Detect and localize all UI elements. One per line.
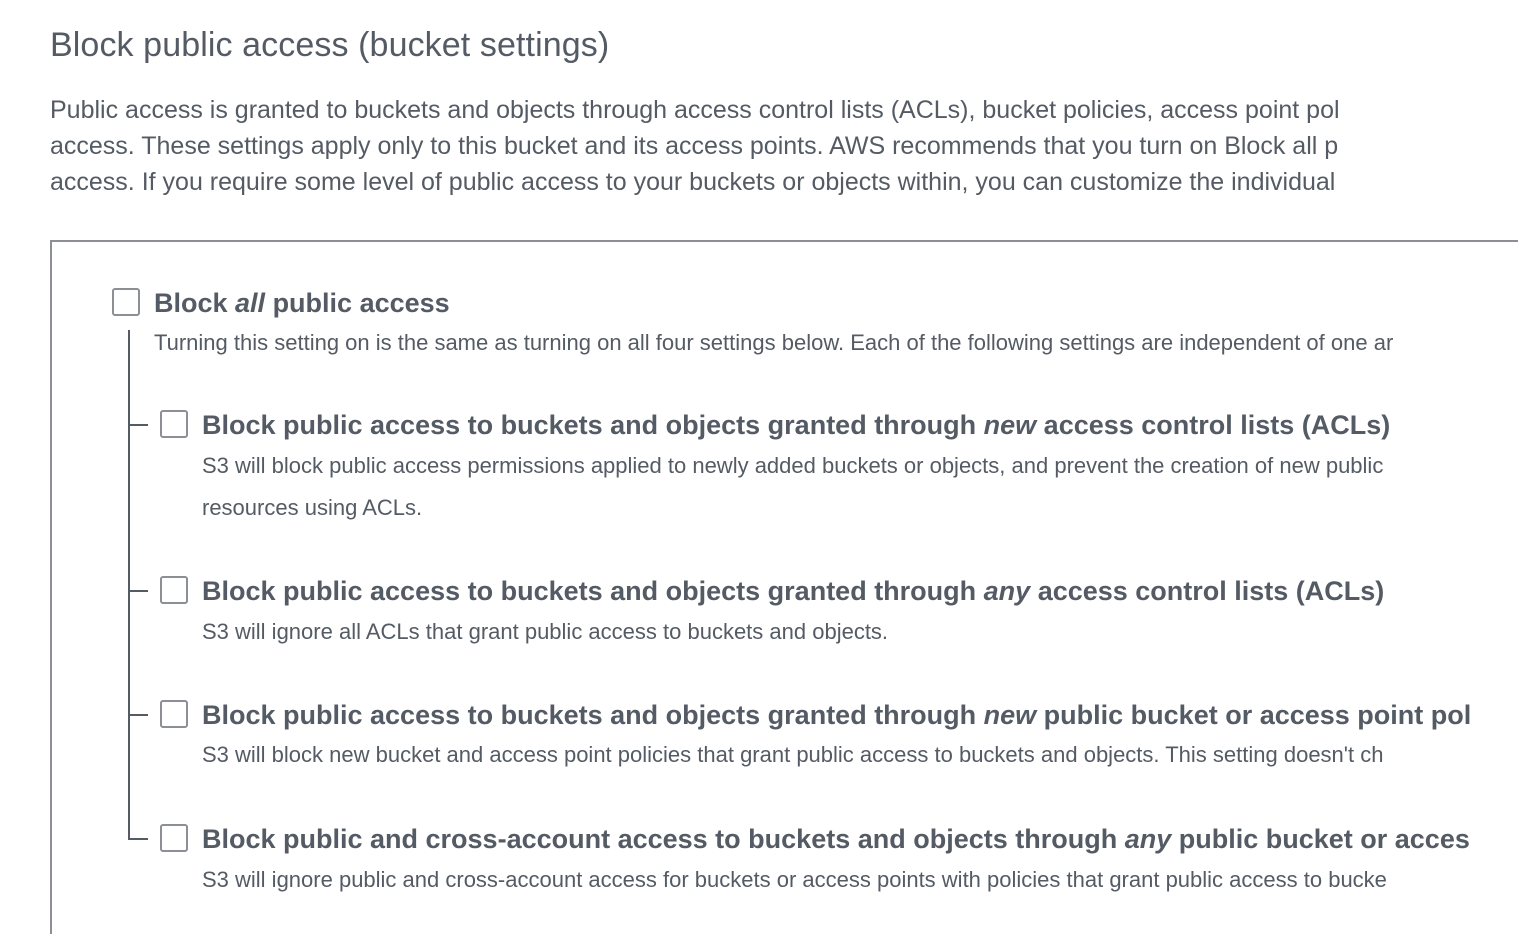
block-all-public-access-checkbox[interactable]: [112, 288, 140, 316]
block-new-policies-description: S3 will block new bucket and access point policies that grant public access to buckets and objects. This setting doesn't ch: [202, 742, 1384, 767]
block-all-public-access-description: Turning this setting on is the same as turning on all four settings below. Each of the following settings are independent of one ar: [154, 330, 1394, 355]
tree-connector-branch: [128, 424, 148, 426]
block-any-acls-description: S3 will ignore all ACLs that grant public access to buckets and objects.: [202, 619, 889, 644]
block-any-policies-checkbox[interactable]: [160, 824, 188, 852]
description-line: Public access is granted to buckets and objects through access control lists (ACLs), bucket policies, access point pol: [50, 96, 1340, 124]
tree-connector-vertical: [128, 330, 130, 840]
block-new-acls-label[interactable]: Block public access to buckets and objects granted through new access control lists (ACLs): [202, 410, 1391, 440]
section-title: Block public access (bucket settings): [50, 26, 610, 64]
description-line: access. These settings apply only to this bucket and its access points. AWS recommends that you turn on Block all p: [50, 132, 1339, 160]
tree-connector-branch: [128, 714, 148, 716]
block-all-public-access-label[interactable]: Block all public access: [154, 288, 450, 318]
block-new-acls-description: S3 will block public access permissions applied to newly added buckets or objects, and prevent the creation of new public resources using ACLs.: [202, 453, 1384, 520]
block-new-policies-label[interactable]: Block public access to buckets and objects granted through new public bucket or access point pol: [202, 700, 1472, 730]
block-new-acls-checkbox[interactable]: [160, 410, 188, 438]
block-any-acls-label[interactable]: Block public access to buckets and objects granted through any access control lists (ACLs): [202, 576, 1385, 606]
tree-connector-branch: [128, 838, 148, 840]
block-any-policies-label[interactable]: Block public and cross-account access to buckets and objects through any public bucket or acces: [202, 824, 1470, 854]
tree-connector-branch: [128, 590, 148, 592]
block-any-policies-description: S3 will ignore public and cross-account access for buckets or access points with policies that grant public access to bucke: [202, 867, 1387, 892]
block-new-policies-checkbox[interactable]: [160, 700, 188, 728]
description-line: access. If you require some level of public access to your buckets or objects within, you can customize the individual: [50, 168, 1336, 196]
block-any-acls-checkbox[interactable]: [160, 576, 188, 604]
section-description: [50, 92, 1518, 200]
